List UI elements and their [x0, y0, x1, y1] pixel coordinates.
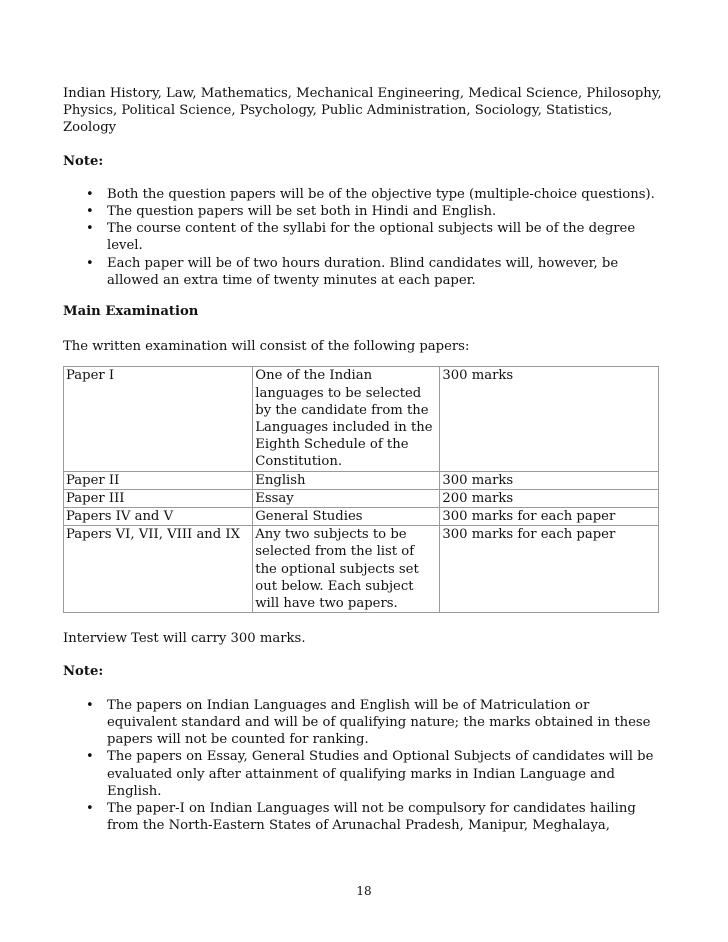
marks-cell: 300 marks for each paper: [440, 508, 659, 526]
note-item: • The papers on Essay, General Studies and Optional Subjects of candidates will be evaluated only after attainment of qualifying marks in Indian Language and English.: [107, 748, 663, 800]
paper-cell: Papers IV and V: [64, 508, 253, 526]
note-item: • Each paper will be of two hours duration. Blind candidates will, however, be allowed an extra time of twenty minutes at each paper.: [107, 255, 663, 289]
subject-cell: English: [253, 471, 440, 489]
note-item: • The course content of the syllabi for the optional subjects will be of the degree level.: [107, 220, 663, 254]
subject-cell: Essay: [253, 489, 440, 507]
subject-cell: General Studies: [253, 508, 440, 526]
section-lead: The written examination will consist of the following papers:: [63, 339, 470, 355]
note-label: Note:: [63, 664, 104, 680]
paper-cell: Papers VI, VII, VIII and IX: [64, 526, 253, 613]
marks-cell: 300 marks: [440, 367, 659, 471]
interview-text: Interview Test will carry 300 marks.: [63, 631, 306, 647]
note-list: [63, 186, 663, 289]
marks-cell: 200 marks: [440, 489, 659, 507]
table-row: [64, 526, 659, 613]
papers-table: [63, 366, 659, 613]
note-item: • Both the question papers will be of the objective type (multiple-choice questions).: [107, 186, 663, 203]
note-item: • The question papers will be set both in Hindi and English.: [107, 203, 663, 220]
subject-cell: Any two subjects to be selected from the list of the optional subjects set out below. Each subject will have two papers.: [253, 526, 440, 613]
optional-subjects-text: Indian History, Law, Mathematics, Mechanical Engineering, Medical Science, Philosophy, Physics, Political Science, Psychology, Public Administration, Sociology, Statistics, Zoology: [63, 86, 662, 136]
paper-cell: Paper II: [64, 471, 253, 489]
note-list: [63, 697, 663, 835]
table-row: [64, 508, 659, 526]
marks-cell: 300 marks: [440, 471, 659, 489]
note-item: • The paper-I on Indian Languages will not be compulsory for candidates hailing from the North-Eastern States of Arunachal Pradesh, Manipur, Meghalaya,: [107, 800, 663, 834]
paper-cell: Paper I: [64, 367, 253, 471]
marks-cell: 300 marks for each paper: [440, 526, 659, 613]
subject-cell: One of the Indian languages to be selected by the candidate from the Languages included in the Eighth Schedule of the Constitution.: [253, 367, 440, 471]
note-label: Note:: [63, 153, 104, 169]
page-number: 18: [356, 884, 372, 898]
document-page: [63, 85, 663, 848]
note-item: • The papers on Indian Languages and English will be of Matriculation or equivalent standard and will be of qualifying nature; the marks obtained in these papers will not be counted for ranking.: [107, 697, 663, 749]
table-row: [64, 471, 659, 489]
table-row: [64, 367, 659, 471]
table-row: [64, 489, 659, 507]
section-heading: Main Examination: [63, 304, 199, 320]
paper-cell: Paper III: [64, 489, 253, 507]
